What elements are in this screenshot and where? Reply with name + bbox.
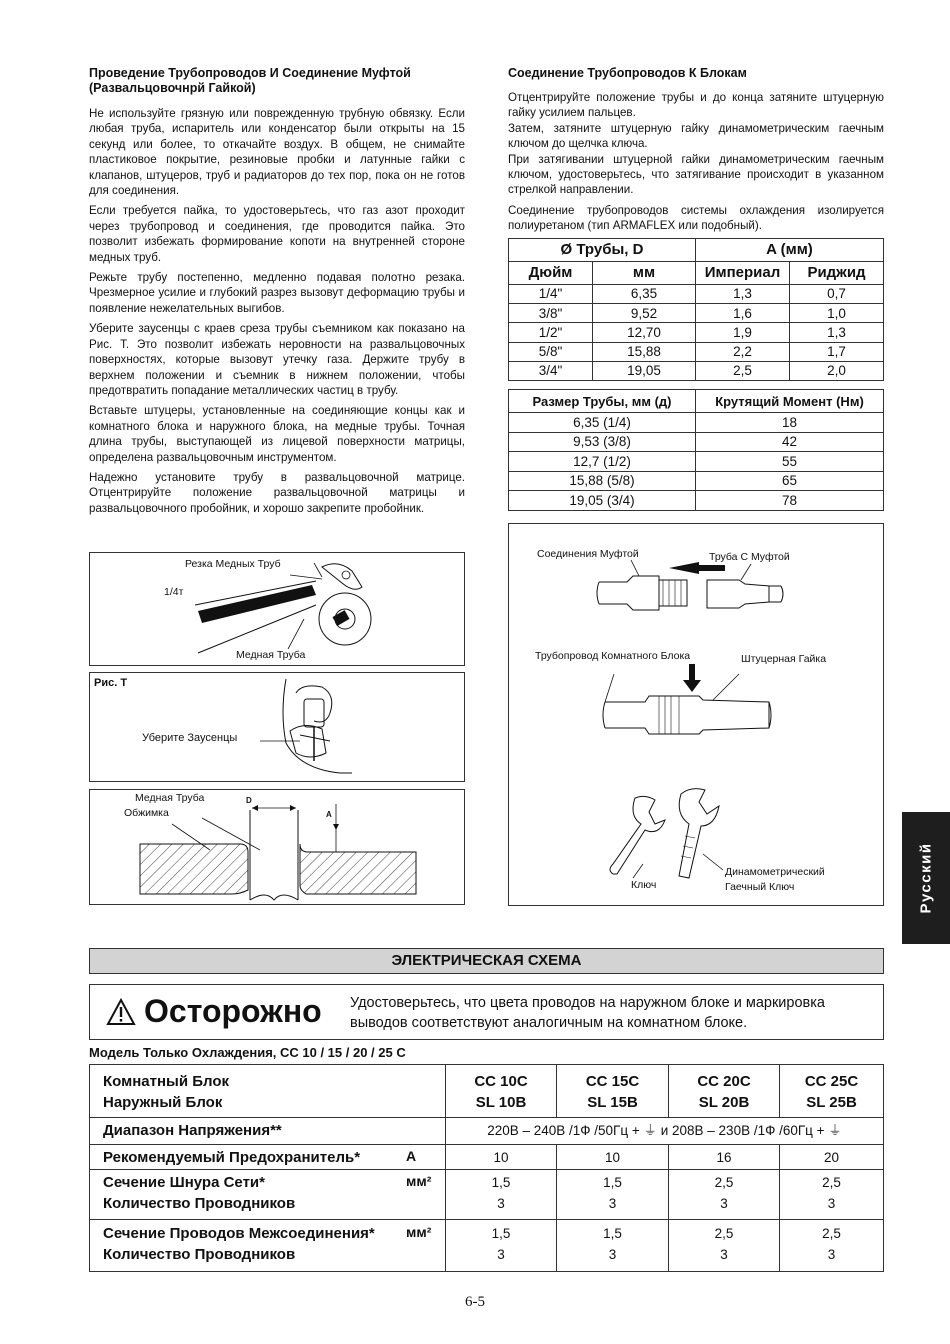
indoor-model: CC 15C <box>585 1073 640 1090</box>
indoor-unit-label: Комнатный Блок <box>103 1073 230 1090</box>
table-cell: 6,35 (1/4) <box>509 413 696 433</box>
label-crimp: Обжимка <box>124 807 169 819</box>
table-cell: 2,2 <box>696 342 790 361</box>
cord-value: 1,5 <box>491 1175 511 1190</box>
model-line: Модель Только Охлаждения, CC 10 / 15 / 20 / 25 C <box>89 1045 406 1060</box>
figure-t-label: Рис. T <box>94 677 128 689</box>
indoor-model: CC 20C <box>697 1073 751 1090</box>
table-cell: 19,05 <box>593 361 696 380</box>
table-row <box>509 361 884 380</box>
table-header: Крутящий Момент (Нм) <box>696 390 884 413</box>
table-header: Размер Трубы, мм (д) <box>509 390 696 413</box>
torque-table <box>508 389 884 511</box>
left-column <box>89 66 465 521</box>
cord-count: 3 <box>497 1196 505 1211</box>
left-paragraph: Надежно установите трубу в развальцовочной матрице. Отцентрируйте положение развальцовочной матрицы и развальцовочного пробойник, и хорошо закрепите пробойник. <box>89 470 465 515</box>
table-cell: 9,52 <box>593 303 696 322</box>
language-tab-label: Русский <box>917 842 935 914</box>
table-row <box>509 342 884 361</box>
table-cell: 0,7 <box>790 284 884 303</box>
cord-value: 1,5 <box>603 1175 622 1190</box>
outdoor-model: SL 20B <box>698 1094 750 1111</box>
table-cell: 78 <box>696 491 884 511</box>
interconnect-count: 3 <box>497 1247 505 1262</box>
label-indoor-pipe: Трубопровод Комнатного Блока <box>535 650 691 662</box>
table-header: Империал <box>696 261 790 284</box>
table-header: Риджид <box>790 261 884 284</box>
table-cell: 12,70 <box>593 323 696 342</box>
warning-title-group <box>106 993 322 1030</box>
label-torque-wrench: Динамометрический Гаечный Ключ <box>725 866 825 893</box>
label-d: D <box>246 796 252 805</box>
indoor-model: CC 10C <box>474 1073 528 1090</box>
warning-triangle-icon <box>106 998 136 1026</box>
table-row <box>509 491 884 511</box>
indoor-model: CC 25C <box>804 1073 859 1090</box>
right-paragraph: Отцентрируйте положение трубы и до конца затяните штуцерную гайку усилием пальцев. <box>508 91 884 120</box>
left-paragraph: Не используйте грязную или поврежденную трубную обвязку. Если любая труба, испаритель или конденсатор были открыты на 15 секунд или более, то откачайте воздух. В общем, не снимайте пластиковое покрытие, резиновые пробки и латунные гайки с клапанов, штуцеров, труб и радиаторов до тех пор, пока он не готов для соединения. <box>89 107 465 198</box>
interconnect-value: 2,5 <box>822 1226 841 1241</box>
table-cell: 3/4" <box>509 361 593 380</box>
label-copper-pipe: Медная Труба <box>236 649 306 661</box>
pipe-dimension-table <box>508 238 884 381</box>
label-wrench: Ключ <box>631 879 657 891</box>
table-header: Ø Трубы, D <box>509 238 696 261</box>
outdoor-model: SL 15B <box>587 1094 638 1111</box>
figure-pipe-connection <box>508 523 884 906</box>
table-cell: 9,53 (3/8) <box>509 432 696 452</box>
cord-label: Сечение Шнура Сети* <box>103 1174 265 1191</box>
table-header: A (мм) <box>696 238 884 261</box>
interconnect-count-label: Количество Проводников <box>103 1246 296 1263</box>
left-paragraph: Если требуется пайка, то удостоверьтесь, что газ азот проходит через трубопровод и соединения, где проводится пайка. Это позволит избежать формирование копоти на внутренней стороне медных труб. <box>89 204 465 264</box>
cord-count: 3 <box>608 1196 617 1211</box>
left-paragraph: Уберите заусенцы с краев среза трубы съемником как показано на Рис. T. Это позволит избежать неровности на развальцовочных поверхностях, которые вызовут утечку газа. Держите трубу в верхнем положении и съемник в нижнем положении, чтобы предотвратить попадание металлических частиц в трубу. <box>89 322 465 397</box>
voltage-label: Диапазон Напряжения** <box>103 1122 282 1139</box>
label-a: A <box>326 810 332 819</box>
table-row <box>509 432 884 452</box>
table-row <box>509 471 884 491</box>
table-cell: 1,3 <box>790 323 884 342</box>
table-cell: 18 <box>696 413 884 433</box>
label-quarter-turn: 1/4т <box>164 586 184 598</box>
table-cell: 3/8" <box>509 303 593 322</box>
table-cell: 19,05 (3/4) <box>509 491 696 511</box>
table-cell: 1,3 <box>696 284 790 303</box>
table-cell: 1,6 <box>696 303 790 322</box>
right-column <box>508 66 884 511</box>
interconnect-label: Сечение Проводов Межсоединения* <box>103 1225 375 1242</box>
table-header: Дюйм <box>509 261 593 284</box>
table-cell: 12,7 (1/2) <box>509 452 696 472</box>
left-paragraph: Вставьте штуцеры, установленные на соединяющие концы как и комнатного блока и наружного блока, на медные трубы. Точная длина трубы, выступающей из лицевой поверхности матрицы, определена развальцовочным инструментом. <box>89 404 465 464</box>
cord-count-label: Количество Проводников <box>103 1195 296 1212</box>
cord-value: 2,5 <box>714 1175 734 1190</box>
table-cell: 15,88 (5/8) <box>509 471 696 491</box>
label-flared-pipe: Труба С Муфтой <box>709 551 790 563</box>
fuse-value: 16 <box>716 1150 732 1165</box>
left-paragraph: Режьте трубу постепенно, медленно подавая полотно резака. Чрезмерное усилие и глубокий разрез вызовут деформацию трубы и появление нежелательных выгибов. <box>89 271 465 315</box>
interconnect-count: 3 <box>720 1247 728 1262</box>
figure-flare-section <box>89 789 465 905</box>
cord-unit: мм² <box>406 1173 432 1189</box>
label-copper-pipe-2: Медная Труба <box>135 792 205 804</box>
interconnect-value: 2,5 <box>714 1226 734 1241</box>
table-cell: 65 <box>696 471 884 491</box>
cord-value: 2,5 <box>822 1175 841 1190</box>
figure-pipe-cutting <box>89 552 465 666</box>
fuse-unit: A <box>406 1148 417 1164</box>
fuse-value: 20 <box>823 1150 840 1165</box>
interconnect-unit: мм² <box>406 1224 432 1240</box>
warning-title: Осторожно <box>144 993 322 1029</box>
table-cell: 15,88 <box>593 342 696 361</box>
label-flare-nut: Штуцерная Гайка <box>741 653 827 665</box>
table-cell: 6,35 <box>593 284 696 303</box>
table-row <box>509 413 884 433</box>
table-cell: 5/8" <box>509 342 593 361</box>
table-cell: 2,0 <box>790 361 884 380</box>
figure-deburring <box>89 672 465 782</box>
table-cell: 2,5 <box>696 361 790 380</box>
cord-count: 3 <box>720 1196 728 1211</box>
pipe-connection-illustration <box>509 524 883 905</box>
warning-box <box>89 984 884 1040</box>
section-title: ЭЛЕКТРИЧЕСКАЯ СХЕМА <box>89 948 884 974</box>
interconnect-count: 3 <box>608 1247 617 1262</box>
table-cell: 1,7 <box>790 342 884 361</box>
outdoor-model: SL 25B <box>806 1094 857 1111</box>
right-paragraph: Соединение трубопроводов системы охлаждения изолируется полиуретаном (тип ARMAFLEX или подобный). <box>508 203 884 233</box>
interconnect-value: 1,5 <box>603 1226 622 1241</box>
language-tab <box>902 812 950 944</box>
spec-table <box>89 1064 884 1272</box>
fuse-label: Рекомендуемый Предохранитель* <box>103 1149 361 1166</box>
table-row <box>509 303 884 322</box>
table-row <box>509 284 884 303</box>
table-header: мм <box>593 261 696 284</box>
warning-text: Удостоверьтесь, что цвета проводов на наружном блоке и маркировка выводов соответствуют аналогичным на комнатном блоке. <box>350 995 825 1031</box>
table-cell: 55 <box>696 452 884 472</box>
table-row <box>509 323 884 342</box>
outdoor-model: SL 10B <box>475 1094 527 1111</box>
right-paragraph: Затем, затяните штуцерную гайку динамометрическим гаечным ключом до щелчка ключа. <box>508 121 884 151</box>
page-number: 6-5 <box>465 1294 485 1310</box>
table-cell: 1/4" <box>509 284 593 303</box>
table-cell: 1,9 <box>696 323 790 342</box>
label-deburr: Уберите Заусенцы <box>142 732 238 744</box>
right-paragraph: При затягивании штуцерной гайки динамометрическим гаечным ключом, удостоверьтесь, что затягивание происходит в указанном стрелкой направлении. <box>508 152 884 197</box>
fuse-value: 10 <box>493 1150 509 1165</box>
deburring-illustration <box>90 673 464 781</box>
cord-count: 3 <box>827 1196 836 1211</box>
table-cell: 1,0 <box>790 303 884 322</box>
table-row <box>509 452 884 472</box>
outdoor-unit-label: Наружный Блок <box>103 1094 223 1111</box>
interconnect-count: 3 <box>827 1247 836 1262</box>
voltage-value: 220В – 240В /1Ф /50Гц + ⏚ и 208В – 230В /1Ф /60Гц + ⏚ <box>487 1123 842 1138</box>
label-union: Соединения Муфтой <box>537 548 639 560</box>
table-cell: 42 <box>696 432 884 452</box>
fuse-value: 10 <box>604 1150 621 1165</box>
table-cell: 1/2" <box>509 323 593 342</box>
right-heading: Соединение Трубопроводов К Блокам <box>508 66 747 80</box>
interconnect-value: 1,5 <box>491 1226 511 1241</box>
label-cut-copper: Резка Медных Труб <box>185 558 281 570</box>
left-heading: Проведение Трубопроводов И Соединение Муфтой (Развальцовочнрй Гайкой) <box>89 66 411 95</box>
